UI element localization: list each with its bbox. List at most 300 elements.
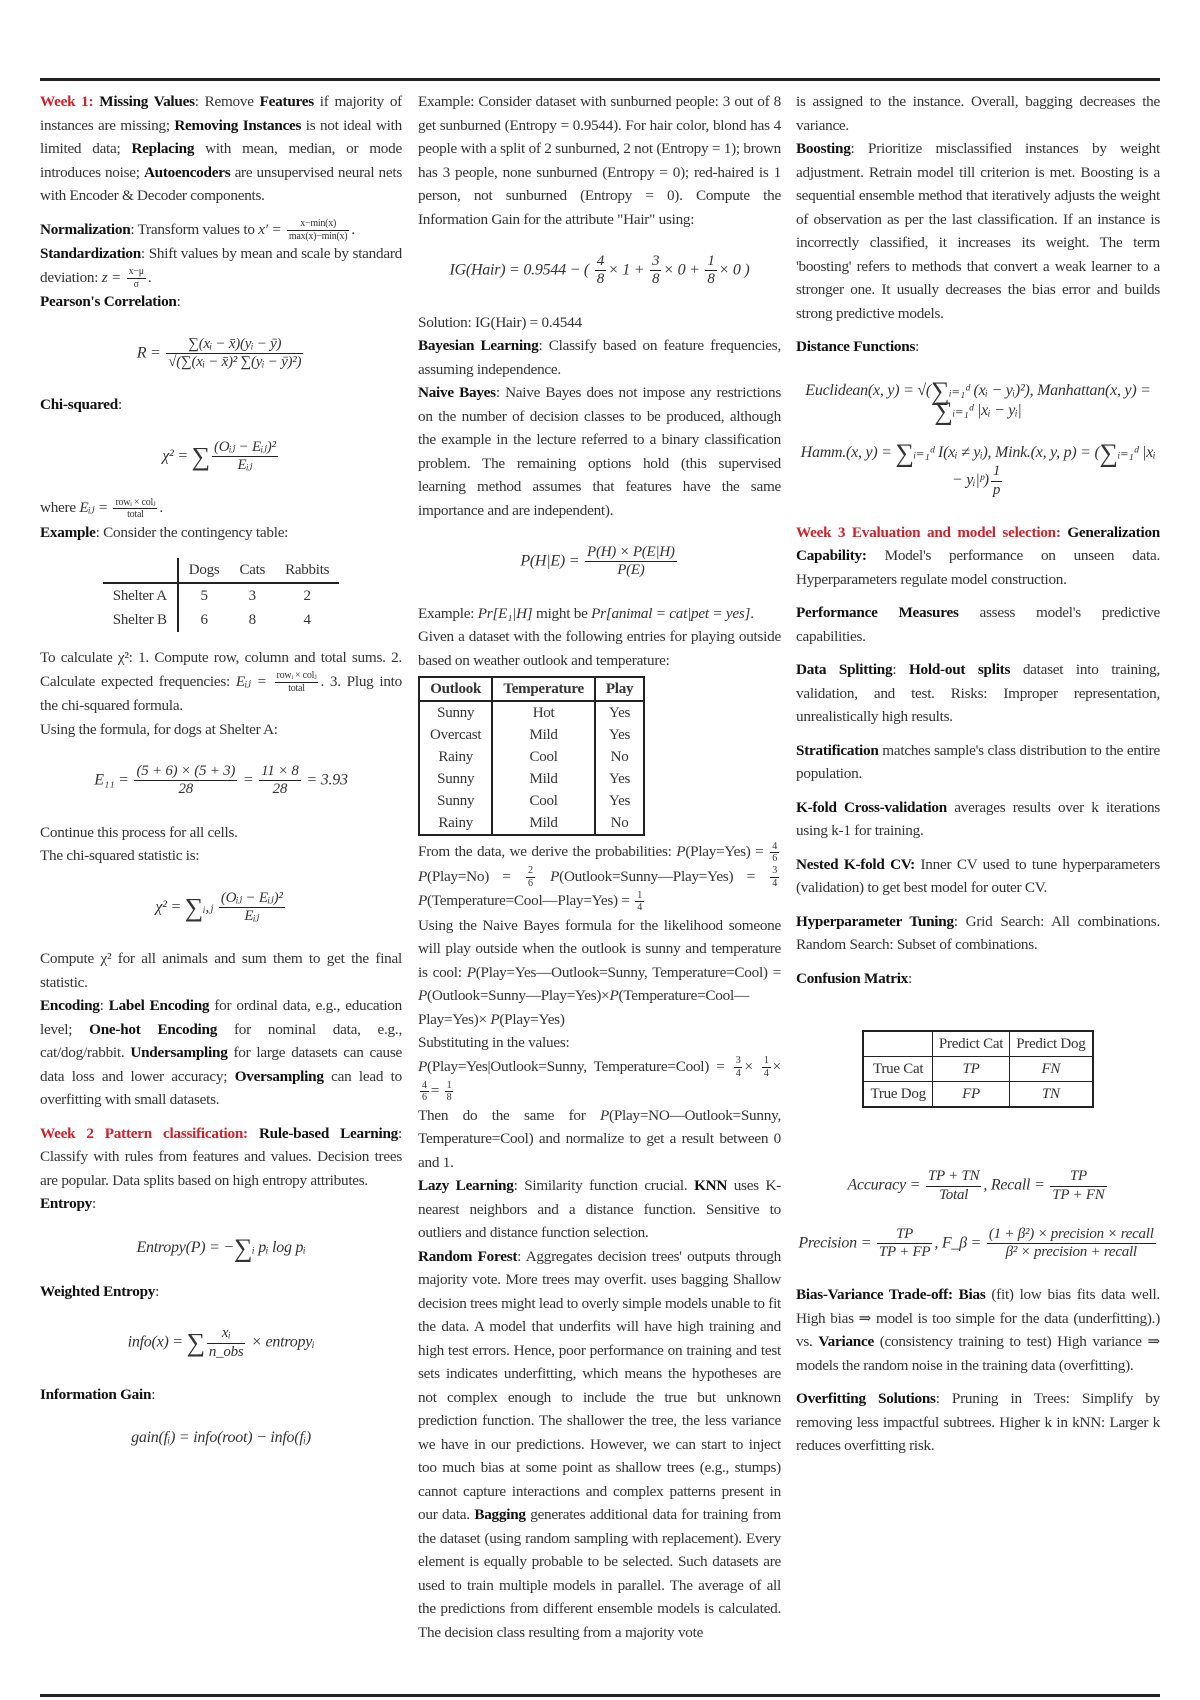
text-run: ᵢ₌₁ᵈ |xᵢ − yᵢ|ᵖ) bbox=[951, 444, 1156, 489]
text-run: Euclidean(x, y) = √( bbox=[805, 381, 931, 399]
summation-symbol: ∑ bbox=[186, 1328, 205, 1358]
text-run: for ordinal data, e.g., education level; bbox=[40, 997, 402, 1038]
text-run: can lead to overfitting with small datasets. bbox=[40, 1067, 403, 1109]
fraction-numerator: P(H) × P(E|H) bbox=[585, 544, 677, 562]
text-run: : Consider the contingency table: bbox=[95, 523, 289, 541]
text-run: generates additional data for training from the dataset (using random sampling with replacement). Every element is equally probable to be selected. Such datasets are used to train multiple models in parallel. The average of all the predictions from different ensemble models is calculated. The decision class resulting from a majority vote bbox=[418, 1506, 781, 1641]
fraction bbox=[526, 865, 535, 889]
term-label: Naive Bayes bbox=[418, 384, 496, 401]
fraction bbox=[705, 253, 716, 289]
text-run: where bbox=[40, 499, 80, 517]
summation-symbol: ∑ bbox=[184, 892, 204, 922]
text-run: Inner CV used to tune hyperparameters (validation) to get best model for outer CV. bbox=[796, 855, 1160, 897]
fraction-denominator: 6 bbox=[772, 853, 777, 865]
text-run: ᵢ pᵢ log pᵢ bbox=[252, 1238, 306, 1256]
table-header-cell: Rabbits bbox=[275, 558, 339, 583]
fraction-numerator: 1 bbox=[637, 889, 643, 901]
text-run: is assigned to the instance. Overall, bagging decreases the variance. bbox=[796, 93, 1160, 134]
text-run: : Transform values to bbox=[130, 220, 259, 238]
section-heading: Week 3 Evaluation and model selection: bbox=[796, 523, 1068, 541]
text-run: . bbox=[147, 268, 152, 286]
text-run: P bbox=[599, 1106, 610, 1124]
information-gain-heading bbox=[40, 1383, 402, 1407]
confusion-matrix-heading bbox=[796, 967, 1160, 991]
fraction-numerator: TP bbox=[877, 1226, 932, 1244]
table-row bbox=[863, 1082, 1092, 1108]
text-run: gain(fᵢ) = info(root) − info(fᵢ) bbox=[131, 1429, 311, 1447]
fraction bbox=[926, 1168, 981, 1204]
text-run: assess model's predictive capabilities. bbox=[796, 604, 1161, 645]
text-run: P bbox=[418, 867, 428, 885]
table-row bbox=[103, 583, 339, 608]
table-row bbox=[419, 768, 644, 790]
entropy-formula bbox=[40, 1232, 402, 1262]
text-run: P bbox=[418, 892, 428, 910]
fraction bbox=[219, 890, 285, 926]
table-cell: Yes bbox=[595, 701, 644, 724]
term-label: Data Splitting bbox=[796, 661, 893, 679]
term-label: Bias-Variance Trade-off: Bias bbox=[796, 1286, 986, 1304]
fraction-denominator: total bbox=[127, 509, 144, 521]
term-label: Boosting bbox=[796, 140, 851, 157]
fraction-denominator: 4 bbox=[735, 1067, 741, 1079]
text-run: : Naive Bayes does not impose any restrictions on the number of decision classes to be produced, although the example in the lecture referred to a binary classification problem. The remaining options hold (this supervised learning method assumes that features have the same importance and are independent). bbox=[418, 384, 781, 519]
accuracy-recall bbox=[796, 1168, 1160, 1204]
term-label: Normalization bbox=[40, 220, 131, 238]
fraction-denominator: p bbox=[992, 481, 1001, 498]
fraction-numerator: ∑(xᵢ − x̄)(yᵢ − ȳ) bbox=[166, 336, 303, 354]
text-run: Using the Naive Bayes formula for the likelihood someone will play outside when the outlook is sunny and temperature is cool: bbox=[418, 916, 781, 981]
term-label: Encoding bbox=[40, 997, 100, 1015]
text-run: Hamm.(x, y) = bbox=[800, 444, 896, 462]
summation-symbol: ∑ bbox=[895, 438, 914, 468]
precision-fbeta bbox=[796, 1226, 1160, 1262]
text-run: (Play=Yes) = bbox=[685, 843, 769, 860]
stratification bbox=[796, 739, 1160, 786]
text-run: averages results over k iterations using k-1 for training. bbox=[796, 798, 1160, 840]
fraction-numerator: xᵢ bbox=[207, 1325, 246, 1343]
text-run: Precision = bbox=[798, 1234, 875, 1252]
term-label: Standardization bbox=[40, 245, 141, 263]
fraction bbox=[991, 463, 1002, 499]
text-run: (Outlook=Sunny—Play=Yes)× bbox=[427, 987, 610, 1005]
fraction-denominator: total bbox=[288, 682, 305, 694]
text-run: uses K-nearest neighbors and a distance function. Sensitive to outliers and distance function selection. bbox=[418, 1177, 781, 1242]
random-forest bbox=[418, 1245, 781, 1645]
text-run: χ² = bbox=[155, 897, 185, 915]
fraction-denominator: 6 bbox=[422, 1092, 427, 1104]
text-run: (Outlook=Sunny—Play=Yes) = bbox=[559, 867, 769, 885]
text-run: matches sample's class distribution to the entire population. bbox=[796, 741, 1160, 783]
weighted-entropy-heading bbox=[40, 1280, 402, 1304]
term-label: Information Gain bbox=[40, 1385, 152, 1403]
fraction bbox=[877, 1226, 932, 1262]
text-run: ᵢ₌₁ᵈ |xᵢ − yᵢ| bbox=[952, 401, 1022, 419]
text-run: × 0 + bbox=[663, 261, 704, 279]
fraction-numerator: 3 bbox=[772, 865, 778, 877]
bagging-continued bbox=[796, 90, 1160, 137]
table-cell: Yes bbox=[595, 724, 644, 746]
boosting bbox=[796, 137, 1160, 325]
fraction-numerator: rowᵢ × colⱼ bbox=[276, 670, 317, 682]
text-run: P bbox=[466, 963, 476, 981]
text-run: Continue this process for all cells. bbox=[40, 823, 238, 841]
text-run: : Classify with rules from features and values. Decision trees are popular. Data splits based on high entropy attributes. bbox=[40, 1124, 403, 1189]
table-cell: FN bbox=[1010, 1057, 1093, 1082]
text-run: : bbox=[99, 997, 109, 1015]
fraction bbox=[762, 1055, 771, 1079]
fraction bbox=[445, 1080, 454, 1104]
fraction-denominator: 8 bbox=[596, 271, 604, 288]
week2-heading bbox=[40, 1122, 402, 1193]
naive-bayes bbox=[418, 381, 781, 522]
table-cell: FP bbox=[932, 1082, 1009, 1108]
fraction-numerator: 4 bbox=[422, 1079, 427, 1091]
term-label: KNN bbox=[694, 1177, 728, 1195]
text-run: P bbox=[418, 987, 428, 1005]
text-run: : Remove bbox=[194, 93, 260, 110]
fraction-denominator: √(∑(xᵢ − x̄)² ∑(yᵢ − ȳ)²) bbox=[168, 353, 302, 370]
fraction bbox=[734, 1055, 743, 1079]
fraction-numerator: 1 bbox=[763, 1055, 769, 1067]
term-label: Example bbox=[40, 523, 96, 541]
term-label: Lazy Learning bbox=[418, 1177, 514, 1195]
text-run: P bbox=[490, 1010, 500, 1028]
fraction bbox=[770, 841, 779, 865]
table-cell: Yes bbox=[595, 768, 644, 790]
term-label: Stratification bbox=[796, 741, 879, 759]
fraction-denominator: Eᵢⱼ bbox=[244, 907, 260, 924]
table-cell: Shelter B bbox=[103, 608, 178, 632]
table-cell: TN bbox=[1010, 1082, 1093, 1108]
text-run: × bbox=[744, 1057, 760, 1075]
table-cell: Overcast bbox=[419, 724, 492, 746]
text-run: , Recall = bbox=[983, 1176, 1049, 1194]
chi-squared-sum bbox=[40, 890, 402, 926]
fraction-numerator: (Oᵢⱼ − Eᵢⱼ)² bbox=[212, 439, 278, 457]
table-cell: Mild bbox=[492, 812, 595, 835]
text-run: Example: Consider dataset with sunburned people: 3 out of 8 get sunburned (Entropy = 0.9544). For hair color, blond has 4 people with a split of 2 sunburned, 2 not (Entropy = 1); brown has 3 people, none sunburned (Entropy = 0); red-haired is 1 person, not sunburned (Entropy = 0). Compute the Information Gain for the attribute "Hair" using: bbox=[418, 93, 781, 228]
text-run: : bbox=[892, 661, 909, 679]
table-cell: Mild bbox=[492, 768, 595, 790]
contingency-intro bbox=[40, 521, 402, 545]
euclidean-manhattan bbox=[796, 375, 1160, 426]
fraction-denominator: 28 bbox=[178, 781, 194, 798]
section-heading: Week 2 Pattern classification: bbox=[40, 1124, 259, 1142]
information-gain-formula bbox=[40, 1428, 402, 1448]
term-label: Weighted Entropy bbox=[40, 1282, 156, 1300]
text-run: P bbox=[418, 1057, 428, 1075]
fraction bbox=[259, 763, 301, 799]
table-header-row bbox=[103, 558, 339, 583]
fraction-denominator: 4 bbox=[772, 877, 778, 889]
text-run: (fit) low bias fits data well. High bias ⇒ model is too simple for the data (underfitting).) vs. bbox=[796, 1286, 1160, 1351]
term-label: Confusion Matrix bbox=[796, 969, 909, 987]
fraction-denominator: 4 bbox=[763, 1067, 769, 1079]
table-cell: Hot bbox=[492, 701, 595, 724]
text-run: Accuracy = bbox=[847, 1176, 924, 1194]
column-2 bbox=[418, 90, 781, 1644]
text-run: (Play=No) = bbox=[427, 867, 525, 885]
fraction-numerator: 4 bbox=[595, 253, 606, 271]
dogs-shelter-a bbox=[40, 718, 402, 742]
text-run: To calculate χ²: 1. Compute row, column and total sums. 2. Calculate expected frequencies: bbox=[40, 649, 402, 690]
table-cell: No bbox=[595, 812, 644, 835]
bayes-formula bbox=[418, 544, 781, 580]
text-run: Entropy(P) = − bbox=[136, 1238, 234, 1256]
table-cell: Mild bbox=[492, 724, 595, 746]
table-row bbox=[103, 608, 339, 632]
term-label: Hyperparameter Tuning bbox=[796, 912, 954, 930]
column-3 bbox=[796, 90, 1160, 1458]
text-run: Pr[E₁|H] bbox=[477, 604, 533, 622]
text-run: : Aggregates decision trees' outputs through majority vote. More trees may overfit. uses bagging Shallow decision trees might lead to overly simple models unable to fit the data. A model that underfits will have high training and high test errors. Hence, poor performance on training and test sets indicates underfitting, which means the hypotheses are not complex enough to include the true but unknown prediction function. The shallower the tree, the less variance we have in our predictions. However, we can start to inject too much bias at some point as shallow trees (e.g., stumps) cannot capture interactions and complex patterns present in our data. bbox=[418, 1247, 782, 1524]
table-row bbox=[419, 724, 644, 746]
text-run: P bbox=[609, 987, 619, 1005]
fraction-numerator: 1 bbox=[446, 1079, 452, 1091]
confusion-matrix bbox=[862, 1030, 1093, 1108]
text-run: (consistency training to test) High variance ⇒ models the random noise in the training data (overfitting). bbox=[796, 1333, 1160, 1374]
text-run: : Shift values by mean and scale by standard deviation: bbox=[40, 245, 402, 286]
e11-formula bbox=[40, 763, 402, 799]
term-label: Distance Functions bbox=[796, 338, 916, 355]
text-run: ᵢ₌₁ᵈ I(xᵢ ≠ yᵢ), Mink.(x, y, p) = ( bbox=[913, 444, 1100, 462]
text-run: if majority of instances are missing; bbox=[40, 93, 402, 134]
fraction-numerator: (Oᵢⱼ − Eᵢⱼ)² bbox=[219, 890, 285, 908]
table-cell: Cool bbox=[492, 790, 595, 812]
probabilities bbox=[418, 840, 781, 914]
pearson-heading bbox=[40, 290, 402, 314]
top-rule bbox=[40, 78, 1160, 81]
fraction-denominator: 28 bbox=[272, 781, 288, 798]
text-run: : bbox=[151, 1385, 156, 1403]
text-run: (Play=Yes—Outlook=Sunny, Temperature=Cool) = bbox=[475, 963, 782, 981]
text-run: Eᵢⱼ = bbox=[79, 499, 112, 517]
text-run: . 3. Plug into the chi-squared formula. bbox=[40, 672, 402, 715]
fraction-numerator: 2 bbox=[528, 865, 533, 877]
text-run: = bbox=[239, 771, 258, 789]
week1-missing-values bbox=[40, 90, 402, 208]
expected-definition bbox=[40, 496, 402, 521]
hamming-minkowski bbox=[796, 438, 1160, 499]
term-label: One-hot Encoding bbox=[89, 1020, 218, 1038]
ig-hair-formula bbox=[418, 253, 781, 289]
play-intro bbox=[418, 625, 781, 672]
fraction-denominator: 4 bbox=[637, 902, 643, 914]
fraction-denominator: 6 bbox=[528, 877, 533, 889]
performance-measures bbox=[796, 601, 1160, 648]
text-run: Solution: IG(Hair) = 0.4544 bbox=[418, 313, 582, 331]
term-label: Missing Values bbox=[99, 93, 195, 110]
fraction bbox=[113, 497, 157, 521]
fraction-denominator: 8 bbox=[446, 1092, 452, 1104]
text-run: The chi-squared statistic is: bbox=[40, 847, 200, 865]
text-run: Using the formula, for dogs at Shelter A: bbox=[40, 720, 278, 738]
text-run: : bbox=[176, 293, 181, 311]
fraction-numerator: x−μ bbox=[128, 266, 144, 278]
text-run: ᵢ,ⱼ bbox=[203, 897, 217, 915]
table-cell: Rainy bbox=[419, 812, 492, 835]
fraction bbox=[127, 266, 146, 290]
term-label: Bayesian Learning bbox=[418, 337, 539, 354]
continue-text bbox=[40, 821, 402, 845]
table-cell: Sunny bbox=[419, 790, 492, 812]
fraction bbox=[595, 253, 606, 289]
text-run: , F_β = bbox=[934, 1234, 985, 1252]
summation-symbol: ∑ bbox=[930, 375, 950, 405]
text-run: : Pruning in Trees: Simplify by removing less impactful subtrees. Higher k in kNN: Larger k reduces overfitting risk. bbox=[796, 1390, 1160, 1455]
summation-symbol: ∑ bbox=[934, 396, 953, 426]
text-run: are unsupervised neural nets with Encoder & Decoder components. bbox=[40, 163, 402, 204]
nested-k-fold bbox=[796, 853, 1160, 900]
pearson-formula bbox=[40, 336, 402, 372]
fraction bbox=[166, 336, 303, 372]
substituted-result bbox=[418, 1055, 781, 1104]
term-label: Nested K-fold CV: bbox=[796, 855, 915, 873]
table-row bbox=[419, 790, 644, 812]
k-fold-cv bbox=[796, 796, 1160, 843]
text-run: x′ = bbox=[258, 220, 285, 238]
ig-solution bbox=[418, 311, 781, 335]
entropy-heading bbox=[40, 1192, 402, 1216]
fraction-denominator: TP + FP bbox=[878, 1244, 931, 1261]
table-header-cell bbox=[103, 558, 178, 583]
table-row bbox=[419, 746, 644, 768]
fraction bbox=[207, 1325, 246, 1361]
statistic-intro bbox=[40, 844, 402, 868]
text-run: (Play=Yes) bbox=[499, 1010, 565, 1028]
text-run: P bbox=[676, 843, 686, 860]
chi-squared-formula bbox=[40, 439, 402, 475]
text-run: Model's performance on unseen data. Hyperparameters regulate model construction. bbox=[796, 547, 1160, 588]
fraction bbox=[635, 890, 644, 914]
term-label: Chi-squared bbox=[40, 396, 118, 414]
fraction-numerator: TP + TN bbox=[926, 1168, 981, 1186]
fraction-numerator: (1 + β²) × precision × recall bbox=[987, 1226, 1156, 1244]
text-run: E₁₁ = bbox=[94, 771, 133, 789]
fraction-numerator: 1 bbox=[705, 253, 716, 271]
overfitting-solutions bbox=[796, 1387, 1160, 1458]
fraction bbox=[134, 763, 237, 799]
text-run: : bbox=[908, 969, 913, 987]
table-cell: Yes bbox=[595, 790, 644, 812]
text-run: × 1 + bbox=[607, 261, 649, 279]
fraction bbox=[1050, 1168, 1106, 1204]
text-run: with mean, median, or mode introduces noise; bbox=[40, 140, 402, 181]
text-run: (Temperature=Cool—Play=Yes) = bbox=[427, 892, 634, 910]
table-cell: True Dog bbox=[863, 1082, 932, 1108]
column-1 bbox=[40, 90, 402, 1470]
term-label: Autoencoders bbox=[143, 163, 231, 181]
play-table bbox=[418, 676, 645, 836]
bias-variance bbox=[796, 1283, 1160, 1377]
term-label: Label Encoding bbox=[108, 997, 210, 1015]
text-run: = 3.93 bbox=[302, 771, 348, 789]
weighted-entropy-formula bbox=[40, 1325, 402, 1361]
fraction-numerator: (5 + 6) × (5 + 3) bbox=[134, 763, 237, 781]
term-label: Overfitting Solutions bbox=[796, 1390, 936, 1408]
text-run: R = bbox=[136, 343, 165, 361]
naive-bayes-likelihood bbox=[418, 914, 781, 1032]
standardization bbox=[40, 242, 402, 290]
table-cell: Sunny bbox=[419, 701, 492, 724]
text-run: dataset into training, validation, and test. Risks: Improper representation, unrealistically high results. bbox=[796, 661, 1160, 726]
table-header-cell: Play bbox=[595, 677, 644, 701]
table-header-cell: Dogs bbox=[178, 558, 230, 583]
text-run: : bbox=[155, 1282, 160, 1300]
compute-chi bbox=[40, 947, 402, 994]
text-run: : Similarity function crucial. bbox=[513, 1177, 695, 1195]
fraction-denominator: Total bbox=[939, 1186, 969, 1203]
text-run: for nominal data, e.g., cat/dog/rabbit. bbox=[40, 1020, 402, 1062]
fraction-denominator: Eᵢⱼ bbox=[237, 456, 253, 473]
encoding bbox=[40, 994, 402, 1112]
table-cell: Rainy bbox=[419, 746, 492, 768]
fraction bbox=[650, 253, 661, 289]
fraction-numerator: 1 bbox=[991, 463, 1002, 481]
term-label: Hold-out splits bbox=[908, 661, 1011, 679]
fraction-numerator: 4 bbox=[772, 840, 777, 852]
text-run: χ² = bbox=[162, 446, 192, 464]
term-label: Replacing bbox=[131, 140, 195, 157]
term-label: Bagging bbox=[474, 1506, 526, 1524]
text-run: . bbox=[750, 604, 754, 622]
sunburn-example bbox=[418, 90, 781, 231]
normalization bbox=[40, 218, 402, 243]
bayesian-learning bbox=[418, 334, 781, 381]
text-run: Substituting in the values: bbox=[418, 1034, 570, 1052]
fraction-denominator: max(x)−min(x) bbox=[288, 230, 348, 242]
table-header-row bbox=[419, 677, 644, 701]
fraction-numerator: 3 bbox=[650, 253, 661, 271]
lazy-learning bbox=[418, 1174, 781, 1245]
normalize bbox=[418, 1104, 781, 1175]
fraction-denominator: P(E) bbox=[617, 562, 645, 579]
term-label: Removing Instances bbox=[174, 116, 302, 134]
hyperparameter-tuning bbox=[796, 910, 1160, 957]
table-row bbox=[419, 812, 644, 835]
text-run: : Classify based on feature frequencies, assuming independence. bbox=[418, 337, 781, 378]
fraction-numerator: x−min(x) bbox=[287, 218, 349, 231]
text-run: (Play=NO—Outlook=Sunny, Temperature=Cool) and normalize to get a result between 0 and 1. bbox=[418, 1106, 781, 1171]
section-heading: Week 1: bbox=[40, 93, 100, 110]
table-cell: Shelter A bbox=[103, 583, 178, 608]
term-label: Pearson's Correlation bbox=[40, 293, 177, 311]
text-run: (Temperature=Cool—Play=Yes)× bbox=[418, 987, 749, 1028]
fraction-numerator: 11 × 8 bbox=[259, 763, 301, 781]
text-run: for large datasets can cause data loss and lower accuracy; bbox=[40, 1044, 402, 1085]
text-run: Given a dataset with the following entries for playing outside based on weather outlook and temperature: bbox=[418, 628, 781, 669]
term-label: Random Forest bbox=[418, 1247, 518, 1265]
text-run: = bbox=[430, 1082, 443, 1100]
text-run: P(H|E) = bbox=[520, 552, 584, 570]
table-cell: 2 bbox=[303, 588, 311, 605]
contingency-table bbox=[103, 558, 339, 632]
table-header-row bbox=[863, 1031, 1092, 1057]
text-run: might be bbox=[532, 604, 592, 622]
bayes-example bbox=[418, 602, 781, 626]
table-cell: True Cat bbox=[863, 1057, 932, 1082]
substituting bbox=[418, 1031, 781, 1055]
term-label: K-fold Cross-validation bbox=[796, 798, 947, 816]
data-splitting bbox=[796, 658, 1160, 729]
table-cell: 5 bbox=[200, 588, 208, 605]
text-run: Example: bbox=[418, 604, 478, 622]
chi-steps bbox=[40, 646, 402, 718]
term-label: Rule-based Learning bbox=[258, 1124, 399, 1142]
summation-symbol: ∑ bbox=[191, 441, 210, 471]
text-run: : bbox=[92, 1195, 96, 1213]
